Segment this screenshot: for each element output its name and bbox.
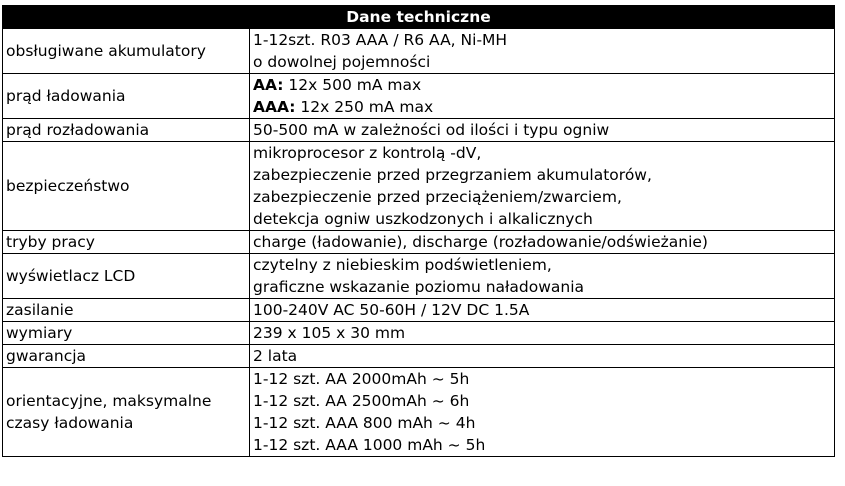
spec-value-line: [253, 29, 831, 51]
spec-value-text: 2 lata: [253, 347, 298, 365]
spec-label: czasy ładowania: [6, 414, 134, 432]
table-title: Dane techniczne: [3, 6, 835, 29]
spec-value-line: [253, 322, 831, 344]
spec-value-cell: [250, 299, 835, 322]
table-row: [3, 142, 835, 231]
spec-value-line: [253, 254, 831, 276]
table-body: [3, 29, 835, 457]
spec-value-line: [253, 434, 831, 456]
spec-value-text: zabezpieczenie przed przegrzaniem akumulatorów,: [253, 166, 652, 184]
spec-value-line: [253, 345, 831, 367]
spec-label-cell: [3, 368, 250, 457]
spec-value-text: 239 x 105 x 30 mm: [253, 324, 406, 342]
spec-label: wymiary: [6, 324, 73, 342]
table-row: [3, 299, 835, 322]
spec-value-text: 1-12szt. R03 AAA / R6 AA, Ni-MH: [253, 31, 508, 49]
spec-value-text: mikroprocesor z kontrolą -dV,: [253, 144, 482, 162]
spec-value-line: [253, 164, 831, 186]
spec-label-cell: [3, 142, 250, 231]
spec-value-text: 12x 250 mA max: [295, 98, 434, 116]
spec-value-cell: [250, 368, 835, 457]
spec-label-cell: [3, 231, 250, 254]
spec-value-line: [253, 208, 831, 230]
table-row: [3, 119, 835, 142]
spec-value-cell: [250, 29, 835, 74]
spec-value-text: 1-12 szt. AAA 1000 mAh ~ 5h: [253, 436, 486, 454]
spec-value-line: [253, 96, 831, 118]
spec-value-cell: [250, 322, 835, 345]
spec-value-line: [253, 186, 831, 208]
spec-label: orientacyjne, maksymalne: [6, 392, 212, 410]
spec-value-cell: [250, 119, 835, 142]
spec-label: gwarancja: [6, 347, 87, 365]
spec-value-text: o dowolnej pojemności: [253, 53, 431, 71]
table-row: [3, 254, 835, 299]
spec-value-line: [253, 390, 831, 412]
spec-label-cell: [3, 74, 250, 119]
spec-value-text: 12x 500 mA max: [283, 76, 422, 94]
table-row: [3, 29, 835, 74]
spec-value-cell: [250, 142, 835, 231]
spec-value-cell: [250, 231, 835, 254]
spec-value-line: [253, 368, 831, 390]
table-row: [3, 345, 835, 368]
spec-value-line: [253, 276, 831, 298]
spec-label: tryby pracy: [6, 233, 95, 251]
spec-value-text: 1-12 szt. AA 2500mAh ~ 6h: [253, 392, 470, 410]
specifications-table: [2, 5, 835, 457]
spec-label: prąd ładowania: [6, 87, 126, 105]
spec-label: zasilanie: [6, 301, 74, 319]
spec-label-cell: [3, 322, 250, 345]
spec-value-line: [253, 412, 831, 434]
spec-label: wyświetlacz LCD: [6, 267, 136, 285]
spec-label: prąd rozładowania: [6, 121, 150, 139]
spec-value-text: czytelny z niebieskim podświetleniem,: [253, 256, 552, 274]
spec-value-text: 50-500 mA w zależności od ilości i typu ogniw: [253, 121, 610, 139]
spec-value-text: detekcja ogniw uszkodzonych i alkalicznych: [253, 210, 593, 228]
spec-value-line: [253, 74, 831, 96]
table-row: [3, 74, 835, 119]
spec-label: bezpieczeństwo: [6, 177, 130, 195]
spec-value-key: AA:: [253, 76, 284, 94]
spec-label-cell: [3, 345, 250, 368]
spec-value-line: [253, 299, 831, 321]
spec-label-cell: [3, 29, 250, 74]
spec-value-text: zabezpieczenie przed przeciążeniem/zwarciem,: [253, 188, 622, 206]
spec-value-line: [253, 231, 831, 253]
spec-label: obsługiwane akumulatory: [6, 42, 206, 60]
spec-label-cell: [3, 119, 250, 142]
spec-value-text: charge (ładowanie), discharge (rozładowanie/odświeżanie): [253, 233, 708, 251]
spec-value-text: 1-12 szt. AAA 800 mAh ~ 4h: [253, 414, 476, 432]
spec-value-text: 100-240V AC 50-60H / 12V DC 1.5A: [253, 301, 530, 319]
table-header-row: [3, 6, 835, 29]
spec-label-cell: [3, 254, 250, 299]
spec-value-key: AAA:: [253, 98, 296, 116]
spec-value-text: 1-12 szt. AA 2000mAh ~ 5h: [253, 370, 470, 388]
spec-label-cell: [3, 299, 250, 322]
table-row: [3, 322, 835, 345]
spec-value-cell: [250, 74, 835, 119]
spec-value-line: [253, 119, 831, 141]
spec-value-line: [253, 51, 831, 73]
spec-value-cell: [250, 254, 835, 299]
spec-value-cell: [250, 345, 835, 368]
table-row: [3, 368, 835, 457]
table-row: [3, 231, 835, 254]
spec-value-line: [253, 142, 831, 164]
spec-value-text: graficzne wskazanie poziomu naładowania: [253, 278, 585, 296]
